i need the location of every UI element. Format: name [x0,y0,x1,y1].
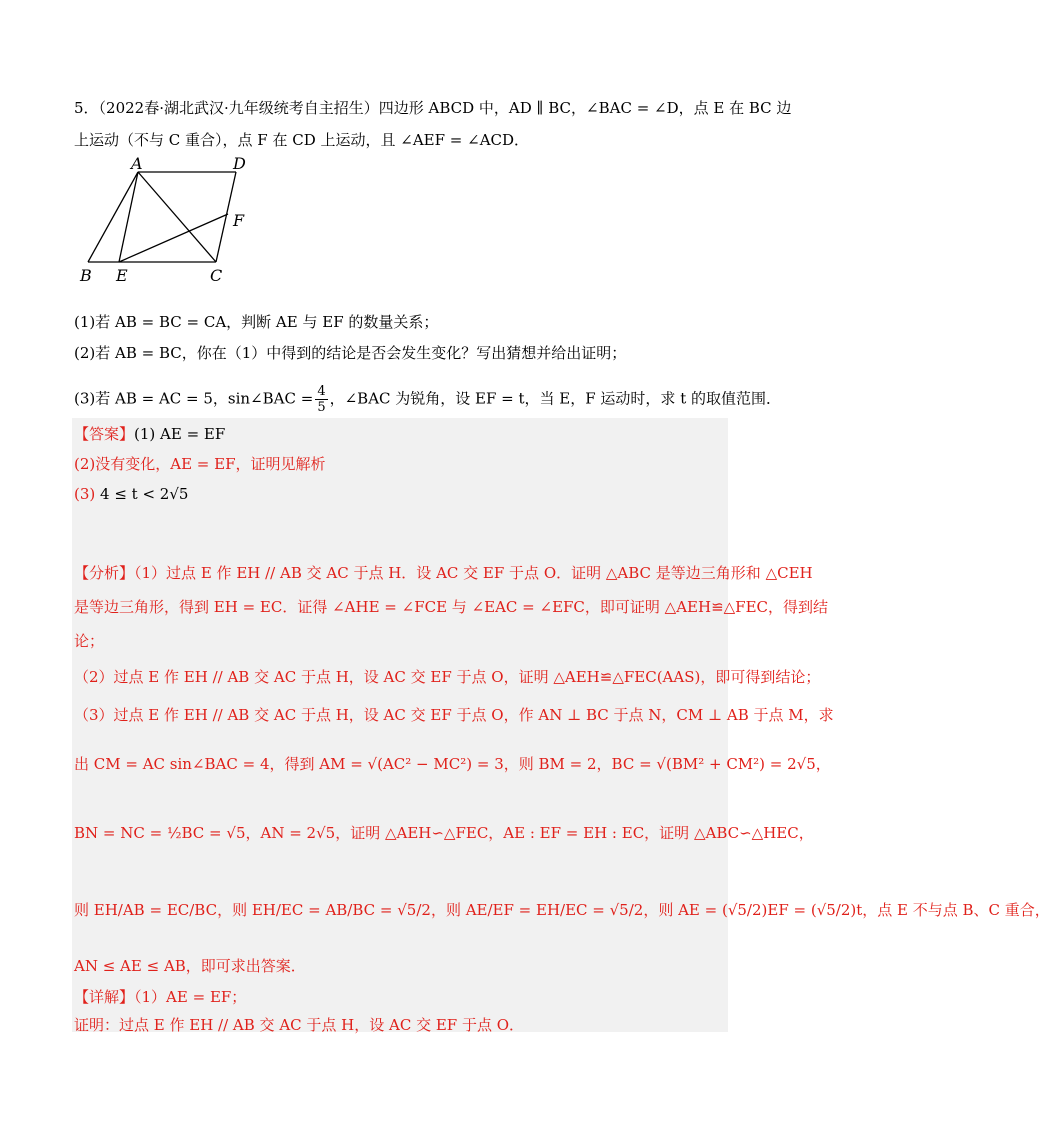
analysis-text-1: （1）过点 E 作 EH // AB 交 AC 于点 H．设 AC 交 EF 于点 O．证明 △ABC 是等边三角形和 △CEH [134,564,813,582]
question-2: (2)若 AB = BC，你在（1）中得到的结论是否会发生变化？写出猜想并给出证明； [74,344,627,362]
question-3-part-b: ，∠BAC 为锐角，设 EF = t，当 E，F 运动时，求 t 的取值范围． [329,389,781,408]
analysis-line-5: （3）过点 E 作 EH // AB 交 AC 于点 H，设 AC 交 EF 于点 O，作 AN ⊥ BC 于点 N，CM ⊥ AB 于点 M，求 [74,706,834,724]
answer-line-3 [74,484,188,504]
detail-tag: 【详解】 [74,988,135,1006]
question-3 [74,384,781,415]
label-F: F [233,211,245,230]
label-D: D [233,154,246,173]
label-B: B [80,266,92,285]
analysis-line-9: AN ≤ AE ≤ AB，即可求出答案． [74,957,306,975]
label-C: C [210,266,223,285]
analysis-tag: 【分析】 [74,564,135,582]
detail-line-2: 证明：过点 E 作 EH // AB 交 AC 于点 H，设 AC 交 EF 于点 O． [74,1016,525,1034]
question-1: (1)若 AB = BC = CA，判断 AE 与 EF 的数量关系； [74,313,439,331]
problem-line-1: 5．（2022春·湖北武汉·九年级统考自主招生）四边形 ABCD 中，AD ∥ BC，∠BAC = ∠D，点 E 在 BC 边 [74,99,792,117]
answer-1: (1) AE = EF [134,425,226,443]
detail-text-1: （1）AE = EF； [134,988,247,1006]
label-A: A [131,154,143,173]
analysis-line-2: 是等边三角形，得到 EH = EC．证得 ∠AHE = ∠FCE 与 ∠EAC = ∠EFC，即可证明 △AEH≌△FEC，得到结 [74,598,829,616]
detail-line-1 [74,987,246,1007]
answer-2: (2)没有变化，AE = EF，证明见解析 [74,455,326,473]
answer-3-prefix: (3) [74,485,96,503]
analysis-line-6: 出 CM = AC sin∠BAC = 4，得到 AM = √(AC² − MC²) = 3，则 BM = 2，BC = √(BM² + CM²) = 2√5， [74,755,831,773]
problem-line-2: 上运动（不与 C 重合），点 F 在 CD 上运动，且 ∠AEF = ∠ACD． [74,131,530,149]
label-E: E [116,266,128,285]
answer-line-1 [74,424,225,444]
parallelogram-figure [76,154,266,288]
analysis-line-4: （2）过点 E 作 EH // AB 交 AC 于点 H，设 AC 交 EF 于点 O，证明 △AEH≌△FEC(AAS)，即可得到结论； [74,668,821,686]
solution-panel [72,418,728,1032]
answer-tag: 【答案】 [74,425,135,443]
analysis-line-7: BN = NC = ½BC = √5，AN = 2√5，证明 △AEH∽△FEC，AE : EF = EH : EC，证明 △ABC∽△HEC， [74,824,814,842]
sin-fraction: $\frac{4}{5}$ [317,384,326,415]
analysis-line-3: 论； [74,632,105,650]
analysis-line-1 [74,563,813,583]
analysis-line-8: 则 EH/AB = EC/BC，则 EH/EC = AB/BC = √5/2，则 AE/EF = EH/EC = √5/2，则 AE = (√5/2)EF = (√5/2)t，点 E 不与点 B、C 重合， [74,901,1050,919]
answer-3: 4 ≤ t < 2√5 [100,485,189,503]
question-3-part-a: (3)若 AB = AC = 5，sin∠BAC = [74,389,314,408]
